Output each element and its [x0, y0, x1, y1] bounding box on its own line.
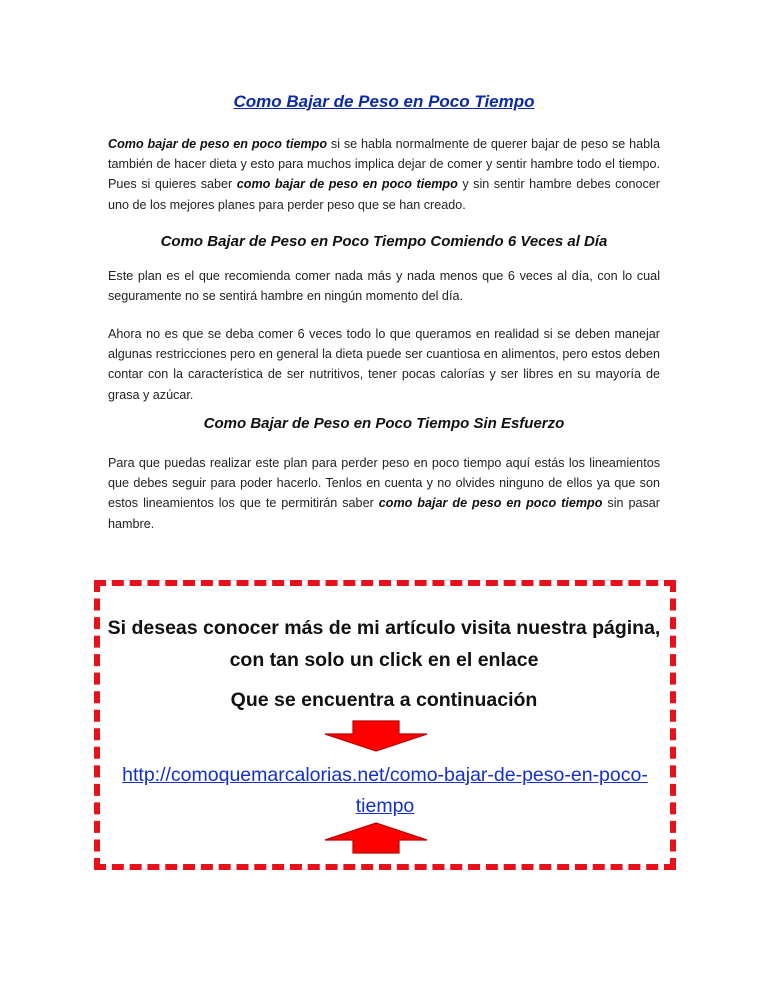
article-link[interactable]: http://comoquemarcalorias.net/como-bajar-de-peso-en-poco-tiempo [122, 764, 648, 817]
intro-text-1: si se habla normalmente de querer bajar de peso se habla también de hacer dieta y esto para muchos implica dejar de comer y sentir hambre todo el tiempo. Pues si quieres saber [108, 137, 660, 192]
section2-heading: Como Bajar de Peso en Poco Tiempo Sin Esfuerzo [203, 415, 565, 432]
promo-line-3: Que se encuentra a continuación [230, 689, 538, 711]
section1-heading: Como Bajar de Peso en Poco Tiempo Comiendo 6 Veces al Día [160, 233, 608, 250]
section2-emphasis: como bajar de peso en poco tiempo [378, 496, 603, 511]
intro-emphasis-2: como bajar de peso en poco tiempo [236, 177, 458, 192]
intro-paragraph [108, 134, 660, 215]
promo-line-2: con tan solo un click en el enlace [229, 649, 539, 671]
section2-paragraph [108, 453, 660, 534]
section1-paragraph-1: Este plan es el que recomienda comer nada más y nada menos que 6 veces al día, con lo cual seguramente no se sentirá hambre en ningún momento del día. [108, 269, 660, 304]
intro-emphasis-1: Como bajar de peso en poco tiempo [108, 137, 328, 151]
section1-paragraph-2: Ahora no es que se deba comer 6 veces todo lo que queramos en realidad si se deben manejar algunas restricciones pero en general la dieta puede ser cuantiosa en alimentos, pero estos deben contar con la característica de ser nutritivos, tener pocas calorías y ser libres en su mayoría de grasa y azúcar. [108, 327, 660, 402]
document-title: Como Bajar de Peso en Poco Tiempo [233, 92, 535, 111]
up-arrow-icon [323, 822, 429, 854]
section2-text-1: Para que puedas realizar este plan para perder peso en poco tiempo aquí estás los lineamientos que debes seguir para poder hacerlo. Tenlos en cuenta y no olvides ninguno de ellos ya que son estos lineamientos los que te permitirán saber [108, 456, 660, 511]
down-arrow-icon [323, 720, 429, 752]
intro-text-2: y sin sentir hambre debes conocer uno de los mejores planes para perder peso que se han creado. [108, 177, 660, 212]
section2-text-2: sin pasar hambre. [108, 496, 661, 531]
promo-line-1: Si deseas conocer más de mi artículo visita nuestra página, [107, 617, 661, 639]
